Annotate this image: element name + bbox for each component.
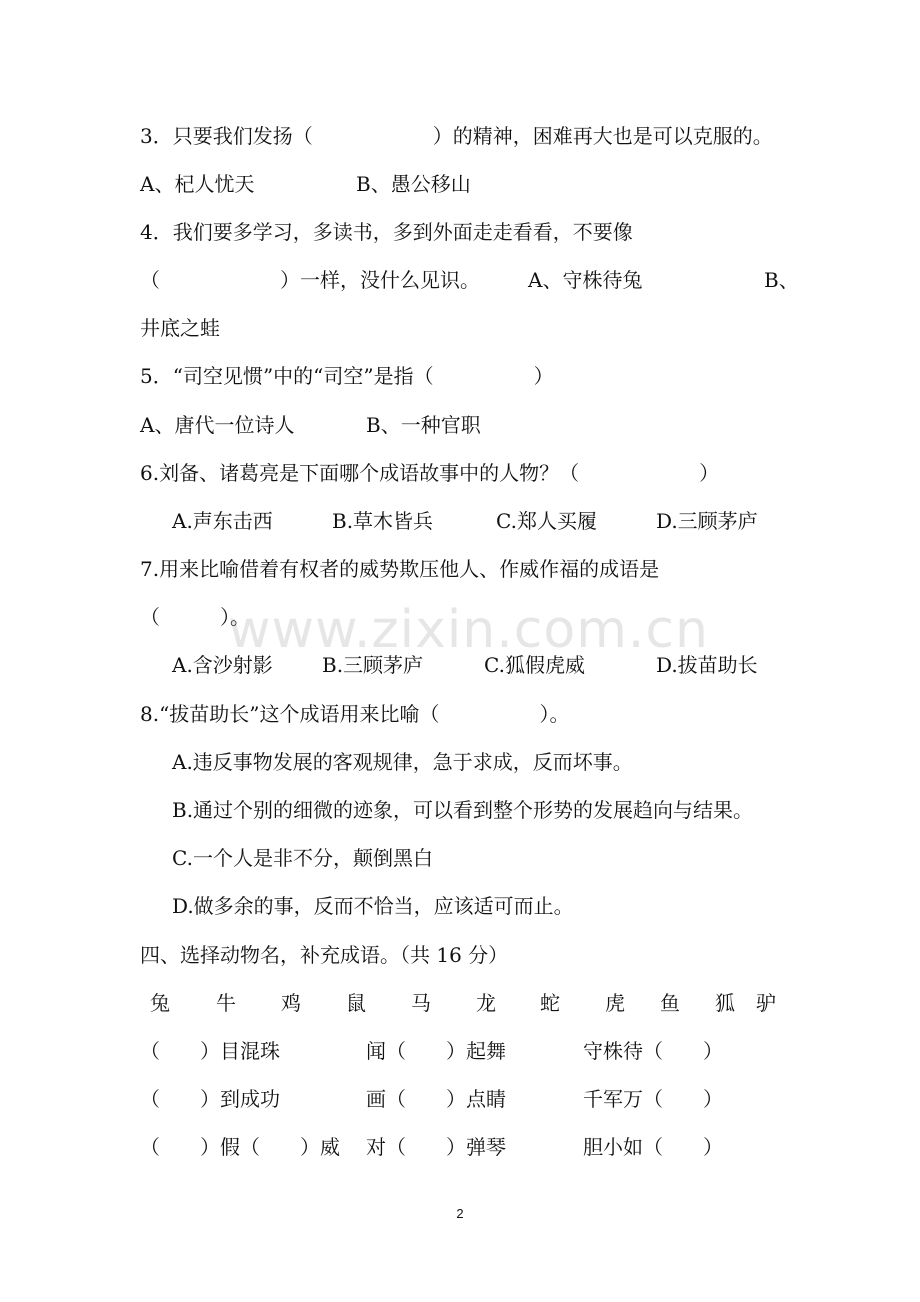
question-4-stem: 4．我们要多学习，多读书，多到外面走走看看，不要像 [140,220,633,244]
question-8-stem: 8.“拔苗助长”这个成语用来比喻（ ）。 [140,702,570,726]
idiom-blank: 画（ ）点睛 [366,1087,506,1111]
idiom-blank: 对（ ）弹琴 [366,1135,506,1159]
question-7-line2: （ ）。 [140,605,250,629]
question-5-stem: 5．“司空见惯”中的“司空”是指（ ） [140,364,554,388]
question-6-option-c: C.郑人买履 [496,509,597,533]
question-7-option-d: D.拔苗助长 [656,653,758,677]
question-8-option-c: C.一个人是非不分，颠倒黑白 [172,846,433,870]
animal-word: 蛇 [540,991,560,1015]
idiom-blank: 守株待（ ） [583,1039,723,1063]
question-6-option-a: A.声东击西 [172,509,273,533]
animal-word: 鱼 [660,991,680,1015]
idiom-blank: 胆小如（ ） [583,1135,723,1159]
idiom-blank: （ ）到成功 [140,1087,280,1111]
idiom-blank: 闻（ ）起舞 [366,1039,506,1063]
watermark: www.zixin.com.cn [228,600,709,660]
question-4-option-a: A、守株待兔 [528,268,643,292]
question-4-option-b: B、 [764,268,799,292]
animal-word: 兔 [150,991,170,1015]
question-3-option-b: B、愚公移山 [356,172,471,196]
question-4-line2: （ ）一样，没什么见识。 [140,268,480,292]
question-7-option-c: C.狐假虎威 [484,653,585,677]
animal-word: 鸡 [281,991,301,1015]
question-3-stem: 3．只要我们发扬（ ）的精神，困难再大也是可以克服的。 [140,124,773,148]
idiom-blank: （ ）目混珠 [140,1039,280,1063]
question-8-option-d: D.做多余的事，反而不恰当，应该适可而止。 [172,894,574,918]
question-3-option-a: A、杞人忧天 [140,172,255,196]
animal-word: 狐 [715,991,735,1015]
idiom-blank: 千军万（ ） [583,1087,723,1111]
question-8-option-a: A.违反事物发展的客观规律，急于求成，反而坏事。 [172,750,633,774]
animal-word: 虎 [605,991,625,1015]
question-5-option-a: A、唐代一位诗人 [140,413,295,437]
animal-word: 龙 [476,991,496,1015]
question-7-option-a: A.含沙射影 [172,653,273,677]
question-7-option-b: B.三顾茅庐 [322,653,424,677]
animal-word: 鼠 [346,991,366,1015]
question-6-option-b: B.草木皆兵 [332,509,434,533]
question-6-stem: 6.刘备、诸葛亮是下面哪个成语故事中的人物？（ ） [140,461,720,485]
section-4-title: 四、选择动物名，补充成语。（共 16 分） [140,943,509,967]
animal-word: 牛 [216,991,236,1015]
question-4-option-b-cont: 井底之蛙 [140,316,220,340]
page-number: 2 [456,1206,464,1221]
question-5-option-b: B、一种官职 [366,413,481,437]
animal-word: 驴 [756,991,776,1015]
question-7-stem: 7.用来比喻借着有权者的威势欺压他人、作威作福的成语是 [140,557,660,581]
question-8-option-b: B.通过个别的细微的迹象，可以看到整个形势的发展趋向与结果。 [172,798,754,822]
idiom-blank: （ ）假（ ）威 [140,1135,340,1159]
animal-word: 马 [411,991,431,1015]
question-6-option-d: D.三顾茅庐 [656,509,758,533]
